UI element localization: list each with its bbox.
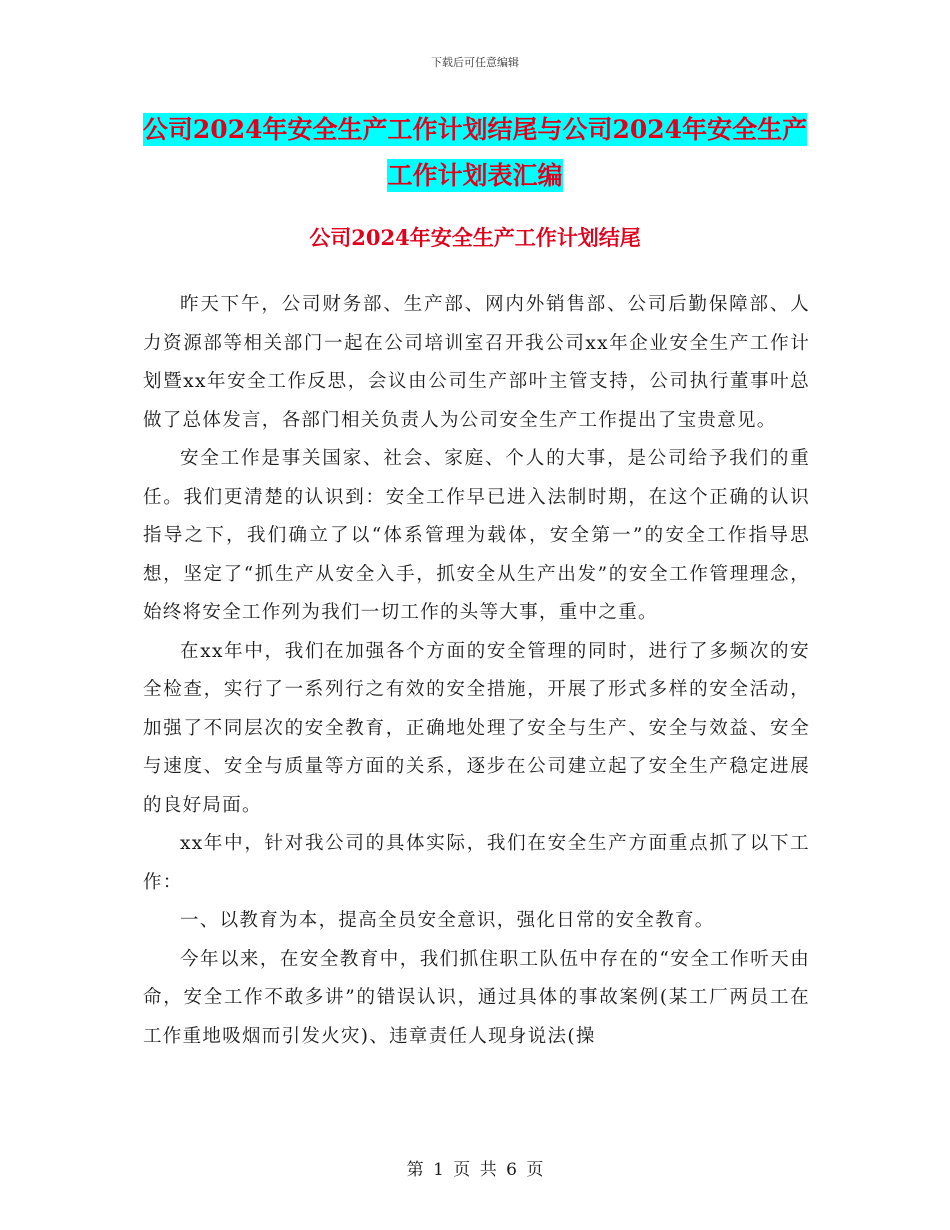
section-title: 公司2024年安全生产工作计划结尾 [309, 225, 641, 250]
paragraph: 一、以教育为本，提高全员安全意识，强化日常的安全教育。 [180, 910, 715, 931]
paragraph: 昨天下午，公司财务部、生产部、网内外销售部、公司后勤保障部、人力资源部等相关部门一起在公司培训室召开我公司xx年企业安全生产工作计划暨xx年安全工作反思，会议由公司生产部叶主管支持，公司执行董事叶总做了总体发言，各部门相关负责人为公司安全生产工作提出了宝贵意见。 [143, 294, 810, 431]
document-title-text: 公司2024年安全生产工作计划结尾与公司2024年安全生产工作计划表汇编 [142, 115, 808, 190]
document-body [143, 286, 810, 1056]
header-note: 下载后可任意编辑 [431, 56, 519, 69]
document-title [140, 107, 810, 199]
page-footer: 第 1 页 共 6 页 [406, 1160, 544, 1180]
paragraph: xx年中，针对我公司的具体实际，我们在安全生产方面重点抓了以下工作： [143, 833, 810, 893]
paragraph: 今年以来，在安全教育中，我们抓住职工队伍中存在的“安全工作听天由命，安全工作不敢多讲”的错误认识，通过具体的事故案例(某工厂两员工在工作重地吸烟而引发火灾)、违章责任人现身说法(操 [143, 948, 810, 1047]
paragraph: 安全工作是事关国家、社会、家庭、个人的大事，是公司给予我们的重任。我们更清楚的认识到：安全工作早已进入法制时期，在这个正确的认识指导之下，我们确立了以“体系管理为载体，安全第一”的安全工作指导思想，坚定了“抓生产从安全入手，抓安全从生产出发”的安全工作管理理念，始终将安全工作列为我们一切工作的头等大事，重中之重。 [143, 448, 810, 623]
paragraph: 在xx年中，我们在加强各个方面的安全管理的同时，进行了多频次的安全检查，实行了一系列行之有效的安全措施，开展了形式多样的安全活动，加强了不同层次的安全教育，正确地处理了安全与生产、安全与效益、安全与速度、安全与质量等方面的关系，逐步在公司建立起了安全生产稳定进展的良好局面。 [143, 640, 810, 816]
